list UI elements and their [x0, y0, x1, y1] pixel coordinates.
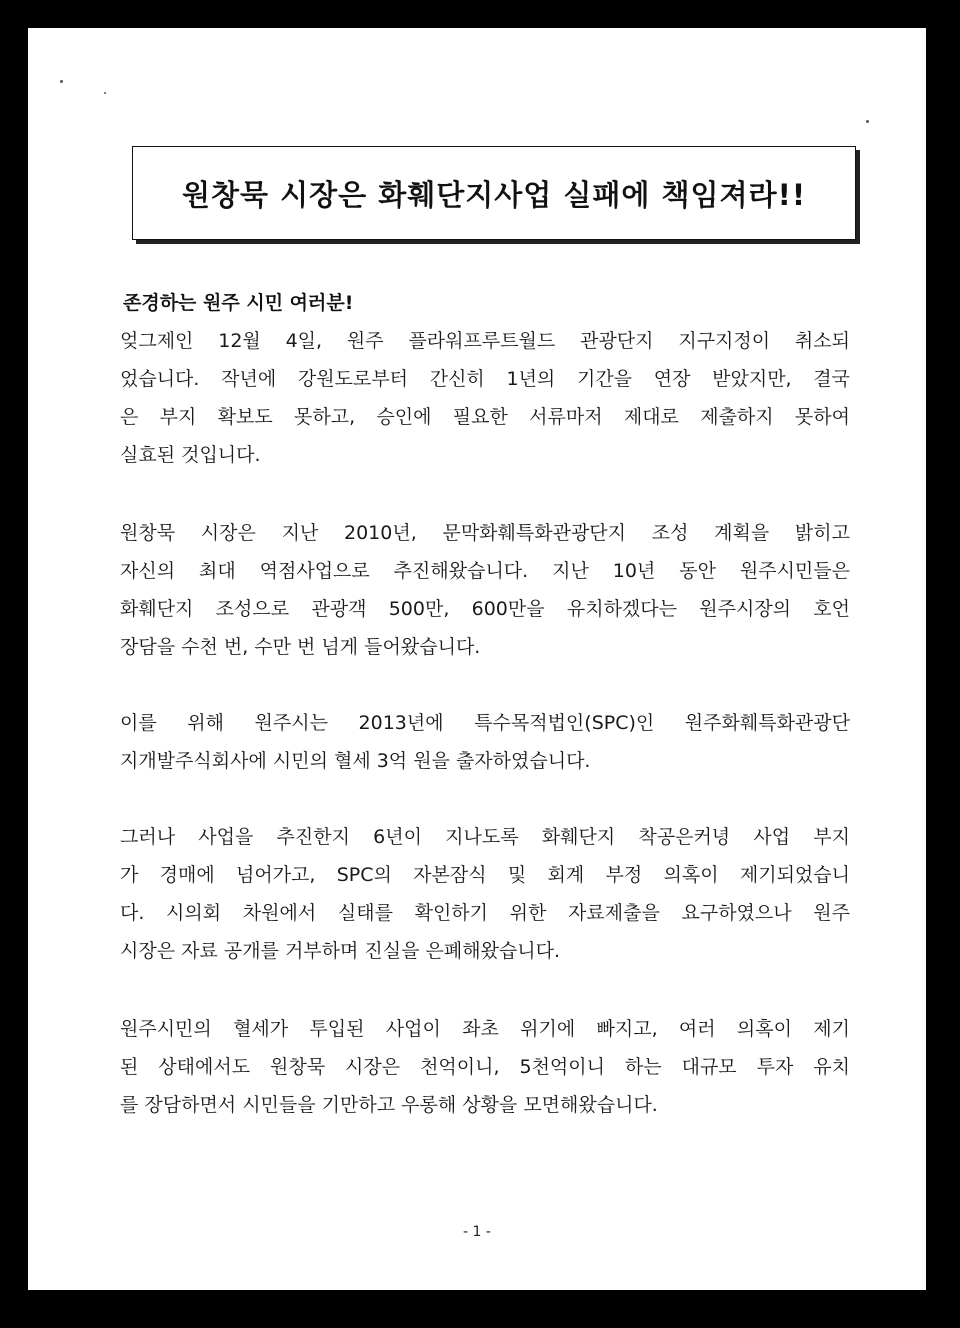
paragraph-3	[120, 704, 850, 780]
text-line: 가 경매에 넘어가고, SPC의 자본잠식 및 회계 부정 의혹이 제기되었습니	[120, 864, 850, 886]
text-line: 은 부지 확보도 못하고, 승인에 필요한 서류마저 제대로 제출하지 못하여	[120, 406, 850, 428]
text-line: 실효된 것입니다.	[120, 444, 261, 466]
text-line: 를 장담하면서 시민들을 기만하고 우롱해 상황을 모면해왔습니다.	[120, 1094, 658, 1116]
text-line: 자신의 최대 역점사업으로 추진해왔습니다. 지난 10년 동안 원주시민들은	[120, 560, 850, 582]
text-line: 화훼단지 조성으로 관광객 500만, 600만을 유치하겠다는 원주시장의 호언	[120, 598, 850, 620]
scan-speck	[104, 92, 106, 94]
document-title: 원창묵 시장은 화훼단지사업 실패에 책임져라!!	[181, 177, 807, 212]
text-line: 원주시민의 혈세가 투입된 사업이 좌초 위기에 빠지고, 여러 의혹이 제기	[120, 1018, 850, 1040]
text-line: 시장은 자료 공개를 거부하며 진실을 은폐해왔습니다.	[120, 940, 561, 962]
paragraph-5	[120, 1010, 850, 1124]
text-line: 었습니다. 작년에 강원도로부터 간신히 1년의 기간을 연장 받았지만, 결국	[120, 368, 850, 390]
scan-speck	[866, 120, 869, 123]
text-line: 엊그제인 12월 4일, 원주 플라워프루트월드 관광단지 지구지정이 취소되	[120, 330, 850, 352]
paragraph-1	[120, 322, 850, 474]
greeting: 존경하는 원주 시민 여러분!	[123, 292, 354, 314]
page-number: - 1 -	[463, 1224, 491, 1240]
scan-speck	[60, 80, 63, 83]
document-page	[28, 28, 926, 1290]
title-box	[132, 146, 856, 240]
text-line: 다. 시의회 차원에서 실태를 확인하기 위한 자료제출을 요구하였으나 원주	[120, 902, 850, 924]
paragraph-2	[120, 514, 850, 666]
text-line: 장담을 수천 번, 수만 번 넘게 들어왔습니다.	[120, 636, 481, 658]
paragraph-4	[120, 818, 850, 970]
text-line: 원창묵 시장은 지난 2010년, 문막화훼특화관광단지 조성 계획을 밝히고	[120, 522, 850, 544]
text-line: 이를 위해 원주시는 2013년에 특수목적법인(SPC)인 원주화훼특화관광단	[120, 712, 850, 734]
text-line: 된 상태에서도 원창묵 시장은 천억이니, 5천억이니 하는 대규모 투자 유치	[120, 1056, 850, 1078]
text-line: 그러나 사업을 추진한지 6년이 지나도록 화훼단지 착공은커녕 사업 부지	[120, 826, 850, 848]
text-line: 지개발주식회사에 시민의 혈세 3억 원을 출자하였습니다.	[120, 750, 591, 772]
